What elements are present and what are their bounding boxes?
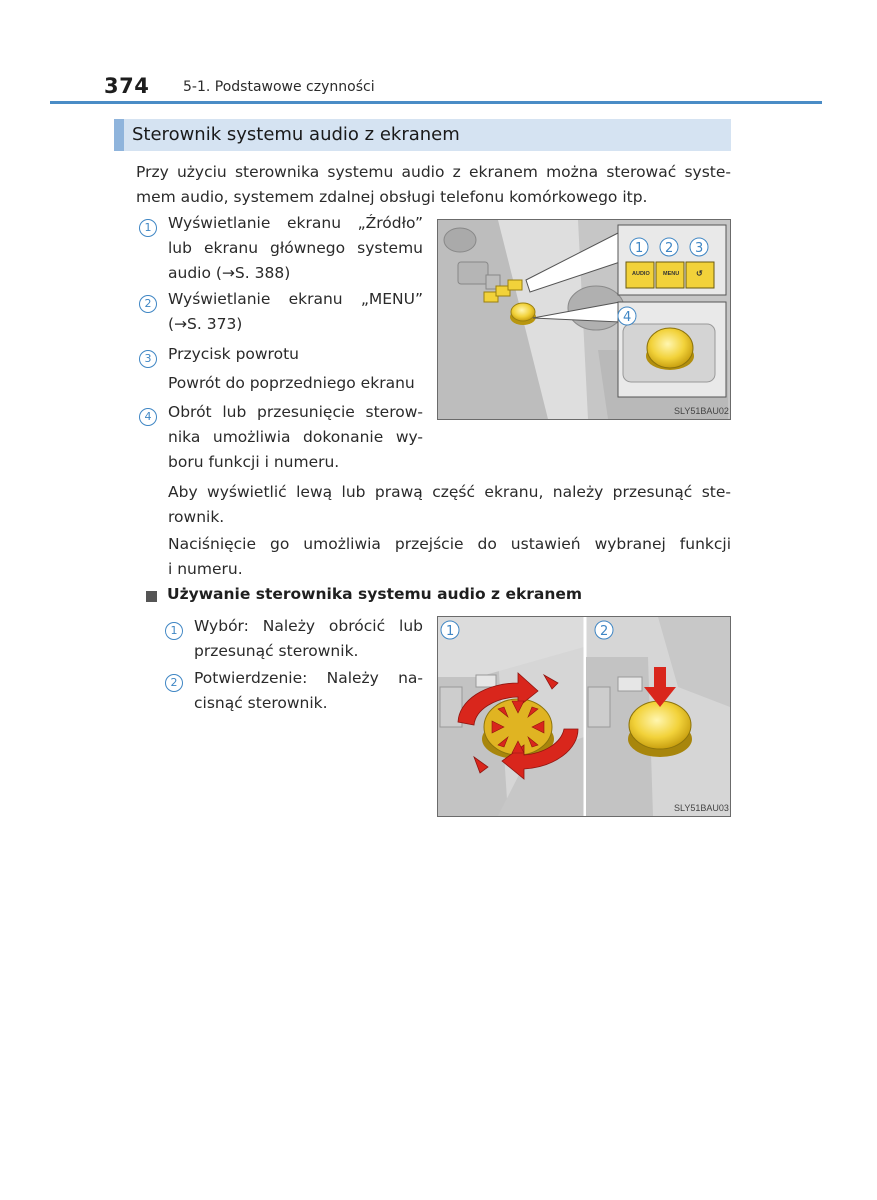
intro-paragraph <box>136 160 731 210</box>
item-number-badge: 1 <box>139 219 157 237</box>
figure-audio-controller <box>437 219 731 420</box>
note-line: Naciśnięcie go umożliwia przejście do ustawień wybranej funkcji <box>168 535 731 553</box>
menu-button-label: MENU <box>663 271 680 277</box>
callout-1: 1 <box>635 241 644 256</box>
item-3-text <box>168 342 428 396</box>
item-number-badge: 4 <box>139 408 157 426</box>
item-line: boru funkcji i numeru. <box>168 453 340 471</box>
item-line: audio (→S. 388) <box>168 264 291 282</box>
callout-2: 2 <box>600 624 609 639</box>
intro-line: mem audio, systemem zdalnej obsługi telefonu komórkowego itp. <box>136 188 648 206</box>
page-number: 374 <box>104 74 150 98</box>
sub-item-number-2 <box>165 671 183 692</box>
item-line: Wybór: Należy obrócić lub <box>194 617 423 635</box>
note-1 <box>168 480 731 530</box>
figure-controller-usage <box>437 616 731 817</box>
item-number-4 <box>139 405 157 426</box>
item-number-badge: 2 <box>139 295 157 313</box>
item-2-text <box>168 287 423 337</box>
item-line: (→S. 373) <box>168 315 243 333</box>
intro-line: Przy użyciu sterownika systemu audio z ekranem można sterować syste- <box>136 163 731 181</box>
item-number-badge: 3 <box>139 350 157 368</box>
item-line: Wyświetlanie ekranu „Źródło” <box>168 214 423 232</box>
item-line: Przycisk powrotu <box>168 345 299 363</box>
note-line: rownik. <box>168 508 225 526</box>
item-line: Wyświetlanie ekranu „MENU” <box>168 290 423 308</box>
callout-4: 4 <box>623 310 632 325</box>
item-number-1 <box>139 216 157 237</box>
sub-item-2-text <box>194 666 423 716</box>
item-line: cisnąć sterownik. <box>194 694 328 712</box>
audio-button-label: AUDIO <box>632 271 650 277</box>
item-number-2 <box>139 292 157 313</box>
item-line: Potwierdzenie: Należy na- <box>194 669 423 687</box>
item-number-badge: 2 <box>165 674 183 692</box>
item-line: przesunąć sterownik. <box>194 642 359 660</box>
note-line: i numeru. <box>168 560 243 578</box>
subsection-title: Używanie sterownika systemu audio z ekranem <box>167 585 583 603</box>
sub-item-1-text <box>194 614 423 664</box>
figure-code: SLY51BAU02 <box>674 406 729 416</box>
item-1-text <box>168 211 423 286</box>
note-2 <box>168 532 731 582</box>
item-number-3 <box>139 347 157 368</box>
sub-item-number-1 <box>165 619 183 640</box>
item-line: nika umożliwia dokonanie wy- <box>168 428 423 446</box>
item-line: lub ekranu głównego systemu <box>168 239 423 257</box>
item-number-badge: 1 <box>165 622 183 640</box>
callout-3: 3 <box>695 241 704 256</box>
header-rule <box>50 101 822 104</box>
item-line: Powrót do poprzedniego ekranu <box>168 374 415 392</box>
section-title: Sterownik systemu audio z ekranem <box>114 119 731 151</box>
callout-2: 2 <box>665 241 674 256</box>
back-button-label: ↺ <box>696 269 703 278</box>
note-line: Aby wyświetlić lewą lub prawą część ekranu, należy przesunąć ste- <box>168 483 731 501</box>
chapter-title: 5-1. Podstawowe czynności <box>183 79 375 95</box>
item-4-text <box>168 400 423 475</box>
figure-audio-controller-illustration <box>438 220 730 419</box>
square-bullet-icon <box>146 591 157 602</box>
figure-code: SLY51BAU03 <box>674 803 729 813</box>
figure-controller-usage-illustration <box>438 617 730 816</box>
item-line: Obrót lub przesunięcie sterow- <box>168 403 423 421</box>
callout-1: 1 <box>446 624 455 639</box>
